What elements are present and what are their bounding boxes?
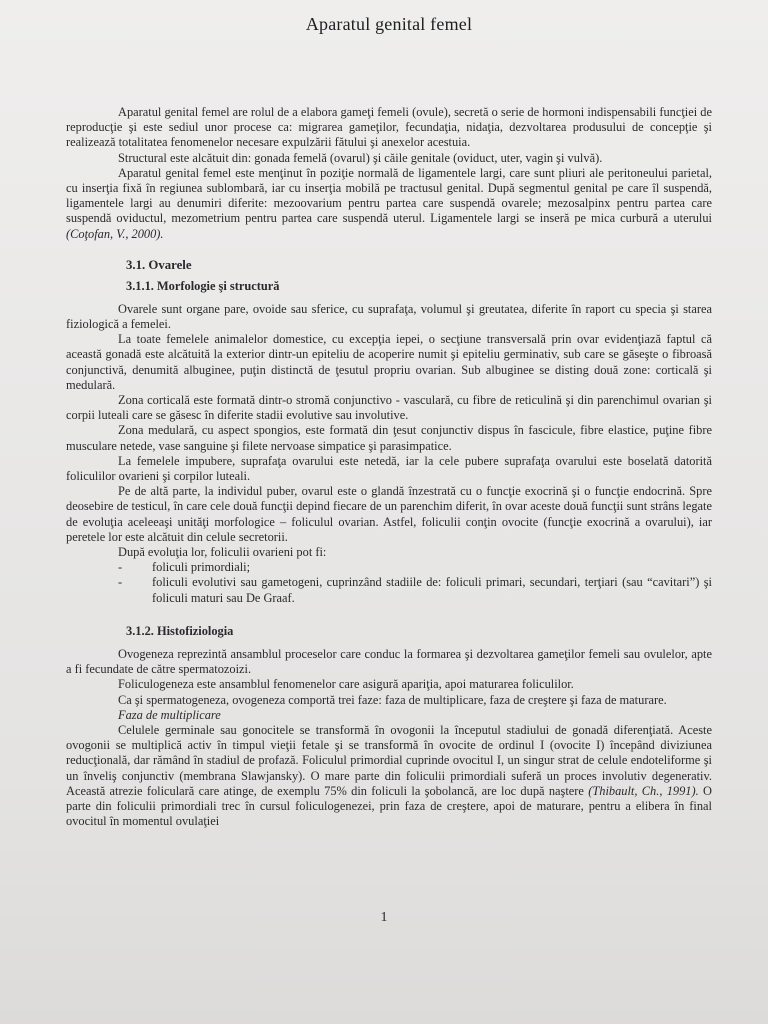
paragraph bbox=[66, 166, 712, 242]
paragraph-text: O parte din foliculii primordiali trec în cursul foliculogenezei, prin faza de creştere, apoi de maturare, pentru a elibera în final ovocitul în momentul ovulaţiei bbox=[66, 783, 712, 829]
paragraph: Ca şi spermatogeneza, ovogeneza comportă trei faze: faza de multiplicare, faza de creştere şi faza de maturare. bbox=[118, 692, 667, 707]
page-number: 1 bbox=[380, 910, 388, 925]
paragraph: La femelele impubere, suprafaţa ovarului este netedă, iar la cele pubere suprafaţa ovarului este boselată datorită foliculilor ovarieni şi corpilor luteali. bbox=[66, 453, 712, 484]
paragraph: Ovarele sunt organe pare, ovoide sau sferice, cu suprafaţa, volumul şi greutatea, diferite în raport cu specia şi starea fiziologică a femelei. bbox=[66, 301, 712, 332]
paragraph: După evoluţia lor, foliculii ovarieni pot fi: bbox=[118, 545, 327, 560]
paragraph-text: Celulele germinale sau gonocitele se transformă în ovogonii la începutul stadiului de gonadă diferenţiată. Aceste ovogonii se multiplică activ în timpul vieţii fetale şi se transformă în ovocite de ordinul I (ovocite I) începând diviziunea reducţională, dar rămând în stadiul de profază. Foliculul primordial cuprinde ovocitul I, un singur strat de celule endoteliforme şi un înveliş conjunctiv (membrana Slawjansky). O mare parte din foliculii primordiali suferă un proces involutiv degenerativ. Această atrezie foliculară care atinge, de exemplu 75% din foliculi la şobolancă, are loc după naştere bbox=[66, 722, 712, 798]
follicle-list bbox=[66, 560, 712, 606]
paragraph bbox=[66, 723, 712, 829]
paragraph: Foliculogeneza este ansamblul fenomenelor care asigură apariţia, apoi maturarea foliculilor. bbox=[118, 677, 574, 692]
list-dash: - bbox=[118, 575, 123, 590]
list-item-text: foliculi evolutivi sau gametogeni, cuprinzând stadiile de: foliculi primari, secundari, terţiari (sau “cavitari”) şi foliculi maturi sau De Graaf. bbox=[152, 575, 712, 605]
paragraph-text: Aparatul genital femel este menţinut în poziţie normală de ligamentele largi, care sunt pliuri ale peritoneului parietal, cu inserţia fixă în regiunea sublombară, iar cu inserţia mobilă pe tractusul genital. După segmentul genital pe care îl suspendă, ligamentele largi au denumiri diferite: mezoovarium pentru partea care suspendă ovarele; mezosalpinx pentru partea care suspendă oviductul, mezometrium pentru partea care suspendă uterul. Ligamentele largi se inseră pe mica curbură a uterului bbox=[66, 165, 712, 226]
list-item bbox=[118, 575, 712, 605]
paragraph: La toate femelele animalelor domestice, cu excepţia iepei, o secţiune transversală prin ovar evidenţiază faptul că această gonadă este alcătuită la exterior dintr-un epiteliu de acoperire numit şi epiteliu germinativ, sub care se găseşte o fibroasă conjunctivă, denumită albuginee, puţin distinctă de ţesutul propriu ovarian. Sub albuginee se disting două zone: corticală şi medulară. bbox=[66, 332, 712, 392]
subsection-heading: 3.1.2. Histofiziologia bbox=[126, 623, 234, 638]
citation: (Coţofan, V., 2000). bbox=[66, 226, 164, 241]
subsection-heading: 3.1.1. Morfologie şi structură bbox=[126, 278, 280, 293]
citation: (Thibault, Ch., 1991). bbox=[588, 783, 699, 798]
list-item bbox=[118, 560, 712, 575]
paragraph: Ovogeneza reprezintă ansamblul proceselor care conduc la formarea şi dezvoltarea gameţilor femeli sau ovulelor, apte a fi fecundate de către spermatozoizi. bbox=[66, 646, 712, 677]
paragraph: Pe de altă parte, la individul puber, ovarul este o glandă înzestrată cu o funcţie exocrină şi o funcţie endocrină. Spre deosebire de testicul, în care cele două funcţii depind fiecare de un parenchim diferit, în ovar aceste două funcţii sunt strâns legate de evoluţia aceleeaşi unităţi morfologice – foliculul ovarian. Astfel, foliculii conţin ovocite (funcţie exocrină a ovarului), iar peretele lor este alcătuit din celule secretorii. bbox=[66, 484, 712, 544]
paragraph: Zona corticală este formată dintr-o stromă conjunctivo - vasculară, cu fibre de reticulină şi din parenchimul ovarian şi corpii luteali care se găsesc în diferite stadii evolutive sau involutive. bbox=[66, 393, 712, 423]
phase-heading: Faza de multiplicare bbox=[118, 707, 221, 722]
paragraph: Structural este alcătuit din: gonada femelă (ovarul) şi căile genitale (oviduct, uter, vagin şi vulvă). bbox=[118, 150, 603, 165]
list-dash: - bbox=[118, 560, 123, 575]
section-heading: 3.1. Ovarele bbox=[126, 257, 192, 272]
paragraph: Aparatul genital femel are rolul de a elabora gameţi femeli (ovule), secretă o serie de hormoni indispensabili funcţiei de reproducţie şi este sediul unor procese ca: migrarea gameţilor, fecundaţia, nidaţia, dezvoltarea produsului de concepţie şi realizează totalitatea fenomenelor necesare expulzării fătului şi anexelor acestuia. bbox=[66, 105, 712, 150]
list-item-text: foliculi primordiali; bbox=[152, 560, 251, 575]
page-title: Aparatul genital femel bbox=[305, 14, 473, 34]
paragraph: Zona medulară, cu aspect spongios, este formată din ţesut conjunctiv dispus în fascicule, fibre elastice, puţine fibre musculare netede, vase sanguine şi filete nervoase simpatice şi parasimpatice. bbox=[66, 423, 712, 453]
